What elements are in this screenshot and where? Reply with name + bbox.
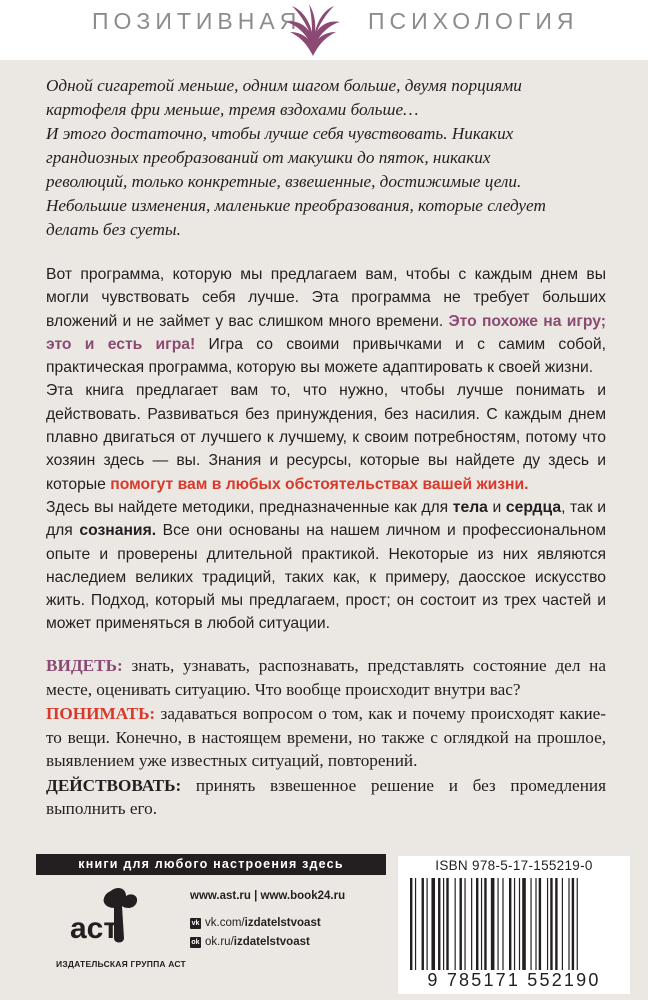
barcode-bar: [438, 878, 440, 970]
barcode-bar: [514, 878, 515, 970]
text-run: , так и для: [46, 498, 606, 540]
intro-quote: [46, 74, 606, 242]
barcode-bar: [446, 878, 448, 970]
barcode-panel: [398, 856, 630, 994]
barcode-bar: [422, 878, 424, 970]
intro-line: делать без суеты.: [46, 220, 181, 239]
text-run: и: [487, 498, 506, 516]
barcode-bar: [460, 878, 462, 970]
website-links[interactable]: www.ast.ru | www.book24.ru: [190, 890, 346, 902]
barcode-bar: [484, 878, 486, 970]
isbn-number: ISBN 978-5-17-155219-0: [435, 858, 593, 873]
barcode-bar: [455, 878, 456, 970]
step-see-key: ВИДЕТЬ:: [46, 656, 123, 675]
description-paragraph-1: [46, 263, 606, 379]
vk-link[interactable]: [190, 917, 321, 929]
barcode-bar: [555, 878, 557, 970]
text-run: Все они основаны на нашем личном и профессиональном опыте и проверены длительной практикой. Некоторые из них являются наследием великих традиций, таких как, к примеру, даосское искусство жить. Подход, который мы предлагаем, прост; он состоит из трех частей и может применяться в любой ситуации.: [46, 522, 606, 633]
bold-body: тела: [452, 498, 488, 516]
description-paragraph-3: [46, 496, 606, 636]
barcode-bar: [547, 878, 548, 970]
step-act: [46, 774, 606, 821]
barcode-bar: [562, 878, 563, 970]
ast-logo-icon: [68, 884, 152, 948]
bold-heart: сердца: [505, 498, 562, 516]
description-paragraph-2: [46, 379, 606, 495]
barcode-bar: [471, 878, 472, 970]
barcode-bar: [577, 878, 578, 970]
barcode-bar: [572, 878, 574, 970]
series-title-left: ПОЗИТИВНАЯ: [92, 8, 302, 34]
barcode-bar: [568, 878, 569, 970]
tagline-bar: книги для любого настроения здесь: [36, 854, 386, 875]
barcode-bar: [535, 878, 536, 970]
barcode-bar: [427, 878, 428, 970]
vk-icon: vk: [191, 919, 200, 927]
ok-handle: izdatelstvoast: [233, 936, 310, 948]
intro-line: революций, только конкретные, взвешенные, достижимые цели.: [46, 172, 522, 191]
barcode-bar: [481, 878, 482, 970]
step-see-text: знать, узнавать, распознавать, представлять состояние дел на месте, оценивать ситуацию. Что вообще происходит внутри вас?: [46, 656, 606, 699]
barcode-bar: [530, 878, 531, 970]
ok-icon: ok: [191, 938, 200, 946]
series-title-right: ПСИХОЛОГИЯ: [368, 8, 579, 34]
bold-mind: сознания.: [79, 522, 157, 540]
publisher-name: ИЗДАТЕЛЬСКАЯ ГРУППА АСТ: [56, 959, 186, 969]
step-understand: [46, 702, 606, 773]
barcode-bar: [464, 878, 465, 970]
step-understand-text: задаваться вопросом о том, как и почему происходят какие-то вещи. Конечно, в настоящем времени, но также с оглядкой на прошлое, выявлением уже известных ситуаций, повторений.: [46, 704, 606, 770]
text-run: Вот программа, которую мы предлагаем вам, чтобы с каждым днем вы могли чувствовать себя лучше. Эта программа не требует больших вложений и не займет у вас слишком много времени.: [46, 266, 606, 330]
intro-line: Небольшие изменения, маленькие преобразования, которые следует: [46, 196, 546, 215]
barcode-bar: [550, 878, 552, 970]
barcode-bar: [509, 878, 511, 970]
barcode-bar: [443, 878, 444, 970]
bird-wings-logo-icon: [284, 2, 342, 58]
vk-handle: izdatelstvoast: [244, 917, 321, 929]
barcode-bar: [476, 878, 478, 970]
highlight-help: помогут вам в любых обстоятельствах вашей жизни.: [110, 475, 529, 493]
description-body: [46, 263, 606, 636]
step-act-text: принять взвешенное решение и без промедления выполнить его.: [46, 775, 606, 818]
text-run: Здесь вы найдете методики, предназначенные как для: [46, 498, 453, 516]
barcode-bar: [410, 878, 412, 970]
three-steps: [46, 654, 606, 822]
barcode-bar: [502, 878, 503, 970]
ean-digits: 9 785171 552190: [427, 970, 601, 990]
ok-url: [205, 936, 310, 948]
barcode-bar: [431, 878, 435, 970]
intro-line: Одной сигаретой меньше, одним шагом больше, двумя порциями: [46, 76, 522, 95]
barcode-bar: [497, 878, 498, 970]
ast-logo-text: аст: [70, 912, 119, 945]
step-see: [46, 654, 606, 701]
barcode-bar: [491, 878, 495, 970]
vk-prefix: vk.com/: [205, 917, 245, 929]
vk-url: [205, 917, 321, 929]
text-run: Игра со своими привычками и с самим собой, практическая программа, которую вы можете адаптировать к своей жизни.: [46, 335, 606, 377]
intro-line: И этого достаточно, чтобы лучше себя чувствовать. Никаких: [46, 124, 514, 143]
intro-line: картофеля фри меньше, тремя вздохами больше…: [46, 100, 419, 119]
barcode-bar: [539, 878, 541, 970]
barcode-bar: [522, 878, 526, 970]
barcode-icon: [410, 878, 622, 970]
intro-line: грандиозных преобразований от макушки до пяток, никаких: [46, 148, 491, 167]
text-run: Эта книга предлагает вам то, что нужно, чтобы лучше понимать и действовать. Развиваться без принуждения, без насилия. С каждым днем плавно двигаться от лучшего к лучшему, к своим потребностям, потому что хозяин здесь — вы. Знания и ресурсы, которые вы найдете ду здесь и которые: [46, 382, 606, 493]
step-act-key: ДЕЙСТВОВАТЬ:: [46, 775, 182, 795]
series-header: [0, 0, 648, 60]
ok-prefix: ok.ru/: [205, 936, 234, 948]
barcode-bar: [519, 878, 520, 970]
ok-link[interactable]: [190, 936, 310, 948]
highlight-game: Это похоже на игру; это и есть игра!: [46, 312, 606, 353]
step-understand-key: ПОНИМАТЬ:: [46, 704, 156, 723]
barcode-bar: [415, 878, 416, 970]
